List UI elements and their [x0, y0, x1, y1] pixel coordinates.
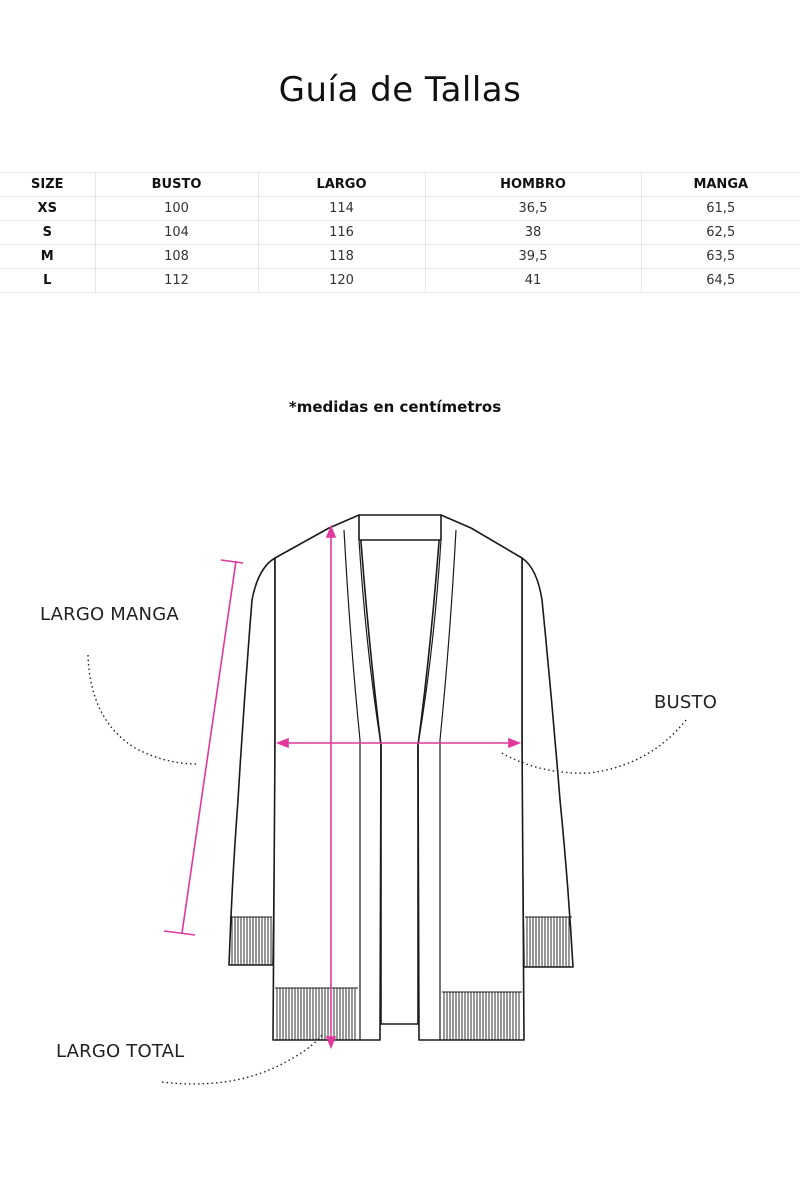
right-body-panel	[418, 515, 524, 1040]
cell-manga: 62,5	[641, 221, 800, 245]
header-size: SIZE	[0, 173, 95, 197]
header-hombro: HOMBRO	[425, 173, 641, 197]
left-body-panel	[273, 515, 381, 1040]
label-largo-manga: LARGO MANGA	[40, 604, 179, 625]
left-sleeve	[229, 558, 275, 965]
back-neck	[359, 515, 441, 540]
label-largo-total: LARGO TOTAL	[56, 1041, 185, 1062]
cell-largo: 114	[258, 197, 425, 221]
cell-hombro: 36,5	[425, 197, 641, 221]
cell-manga: 63,5	[641, 245, 800, 269]
total-length-arrow-bottom	[327, 1037, 335, 1047]
cell-size: L	[0, 269, 95, 293]
cell-size: XS	[0, 197, 95, 221]
cell-largo: 116	[258, 221, 425, 245]
cell-hombro: 39,5	[425, 245, 641, 269]
sleeve-length-cap-top	[221, 560, 243, 563]
cell-busto: 108	[95, 245, 258, 269]
leader-lines	[88, 655, 686, 1084]
cell-manga: 64,5	[641, 269, 800, 293]
cardigan-outline	[229, 515, 573, 1040]
leader-largo-total	[162, 1035, 322, 1084]
sleeve-length-line	[182, 561, 236, 933]
units-note: *medidas en centímetros	[288, 398, 502, 416]
cell-hombro: 41	[425, 269, 641, 293]
label-busto: BUSTO	[654, 692, 718, 713]
right-sleeve	[522, 558, 573, 967]
header-manga: MANGA	[641, 173, 800, 197]
inner-back	[381, 745, 418, 1024]
cell-largo: 120	[258, 269, 425, 293]
cell-hombro: 38	[425, 221, 641, 245]
cell-largo: 118	[258, 245, 425, 269]
cell-busto: 112	[95, 269, 258, 293]
page-title: Guía de Tallas	[278, 70, 522, 110]
cell-manga: 61,5	[641, 197, 800, 221]
cell-size: M	[0, 245, 95, 269]
cell-busto: 104	[95, 221, 258, 245]
leader-largo-manga	[88, 655, 198, 764]
sleeve-length-cap-bottom	[164, 931, 195, 935]
header-largo: LARGO	[258, 173, 425, 197]
cell-busto: 100	[95, 197, 258, 221]
header-busto: BUSTO	[95, 173, 258, 197]
cell-size: S	[0, 221, 95, 245]
